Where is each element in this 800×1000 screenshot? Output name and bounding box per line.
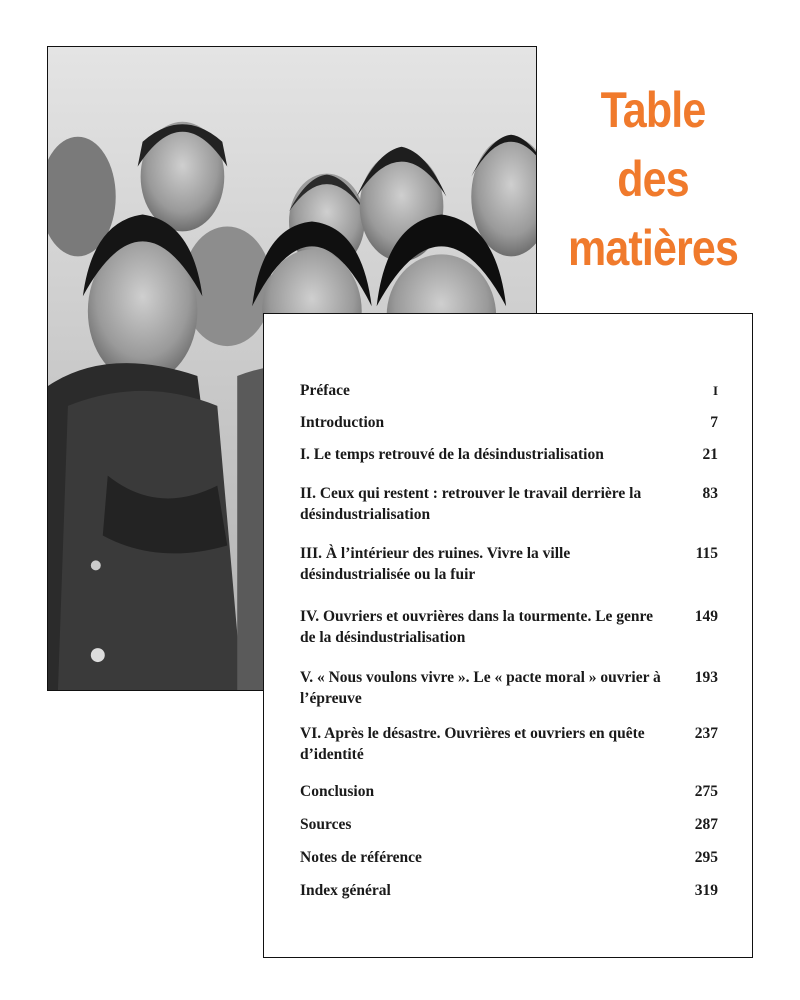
toc-entry-label: Préface bbox=[300, 382, 350, 399]
toc-entry-chapter-6 bbox=[300, 723, 718, 765]
toc-entry-chapter-3 bbox=[300, 543, 718, 585]
toc-entry-label: Sources bbox=[300, 816, 352, 833]
toc-entry-page: 237 bbox=[694, 725, 718, 742]
toc-entry-page: 275 bbox=[694, 783, 718, 800]
toc-entry-label: Index général bbox=[300, 882, 391, 899]
toc-list bbox=[300, 372, 718, 901]
toc-entry-page: 21 bbox=[702, 446, 718, 463]
title-line-3: matières bbox=[567, 220, 739, 276]
toc-entry-preface bbox=[300, 380, 718, 401]
page-title bbox=[563, 76, 744, 283]
toc-entry-chapter-1 bbox=[300, 444, 718, 465]
toc-entry-label: III. À l’intérieur des ruines. Vivre la ville désindustrialisée ou la fuir bbox=[300, 545, 571, 583]
toc-entry-page: 149 bbox=[694, 608, 718, 625]
toc-entry-page: 193 bbox=[694, 669, 718, 686]
toc-entry-label: IV. Ouvriers et ouvrières dans la tourmente. Le genre de la désindustrialisation bbox=[300, 608, 654, 646]
toc-entry-sources bbox=[300, 814, 718, 835]
toc-entry-chapter-4 bbox=[300, 606, 718, 648]
toc-entry-chapter-2 bbox=[300, 483, 718, 525]
toc-entry-page: 115 bbox=[695, 545, 718, 562]
toc-entry-notes bbox=[300, 847, 718, 868]
title-line-2: des bbox=[617, 151, 689, 207]
toc-entry-label: Notes de référence bbox=[300, 849, 422, 866]
title-line-1: Table bbox=[600, 82, 706, 138]
toc-entry-label: II. Ceux qui restent : retrouver le travail derrière la désindustrialisation bbox=[300, 485, 642, 523]
toc-entry-page: 287 bbox=[694, 816, 718, 833]
toc-entry-page: 7 bbox=[710, 414, 718, 431]
toc-entry-label: V. « Nous voulons vivre ». Le « pacte moral » ouvrier à l’épreuve bbox=[300, 669, 661, 707]
toc-entry-label: I. Le temps retrouvé de la désindustrialisation bbox=[300, 446, 604, 463]
toc-entry-chapter-5 bbox=[300, 667, 718, 709]
toc-entry-conclusion bbox=[300, 781, 718, 802]
toc-entry-page: I bbox=[712, 383, 718, 398]
toc-entry-page: 295 bbox=[694, 849, 718, 866]
toc-entry-introduction bbox=[300, 412, 718, 433]
table-of-contents bbox=[263, 313, 753, 958]
toc-entry-index bbox=[300, 880, 718, 901]
toc-entry-page: 83 bbox=[702, 485, 718, 502]
toc-entry-label: VI. Après le désastre. Ouvrières et ouvriers en quête d’identité bbox=[300, 725, 645, 763]
toc-entry-label: Conclusion bbox=[300, 783, 375, 800]
toc-entry-label: Introduction bbox=[300, 414, 385, 431]
toc-entry-page: 319 bbox=[694, 882, 718, 899]
